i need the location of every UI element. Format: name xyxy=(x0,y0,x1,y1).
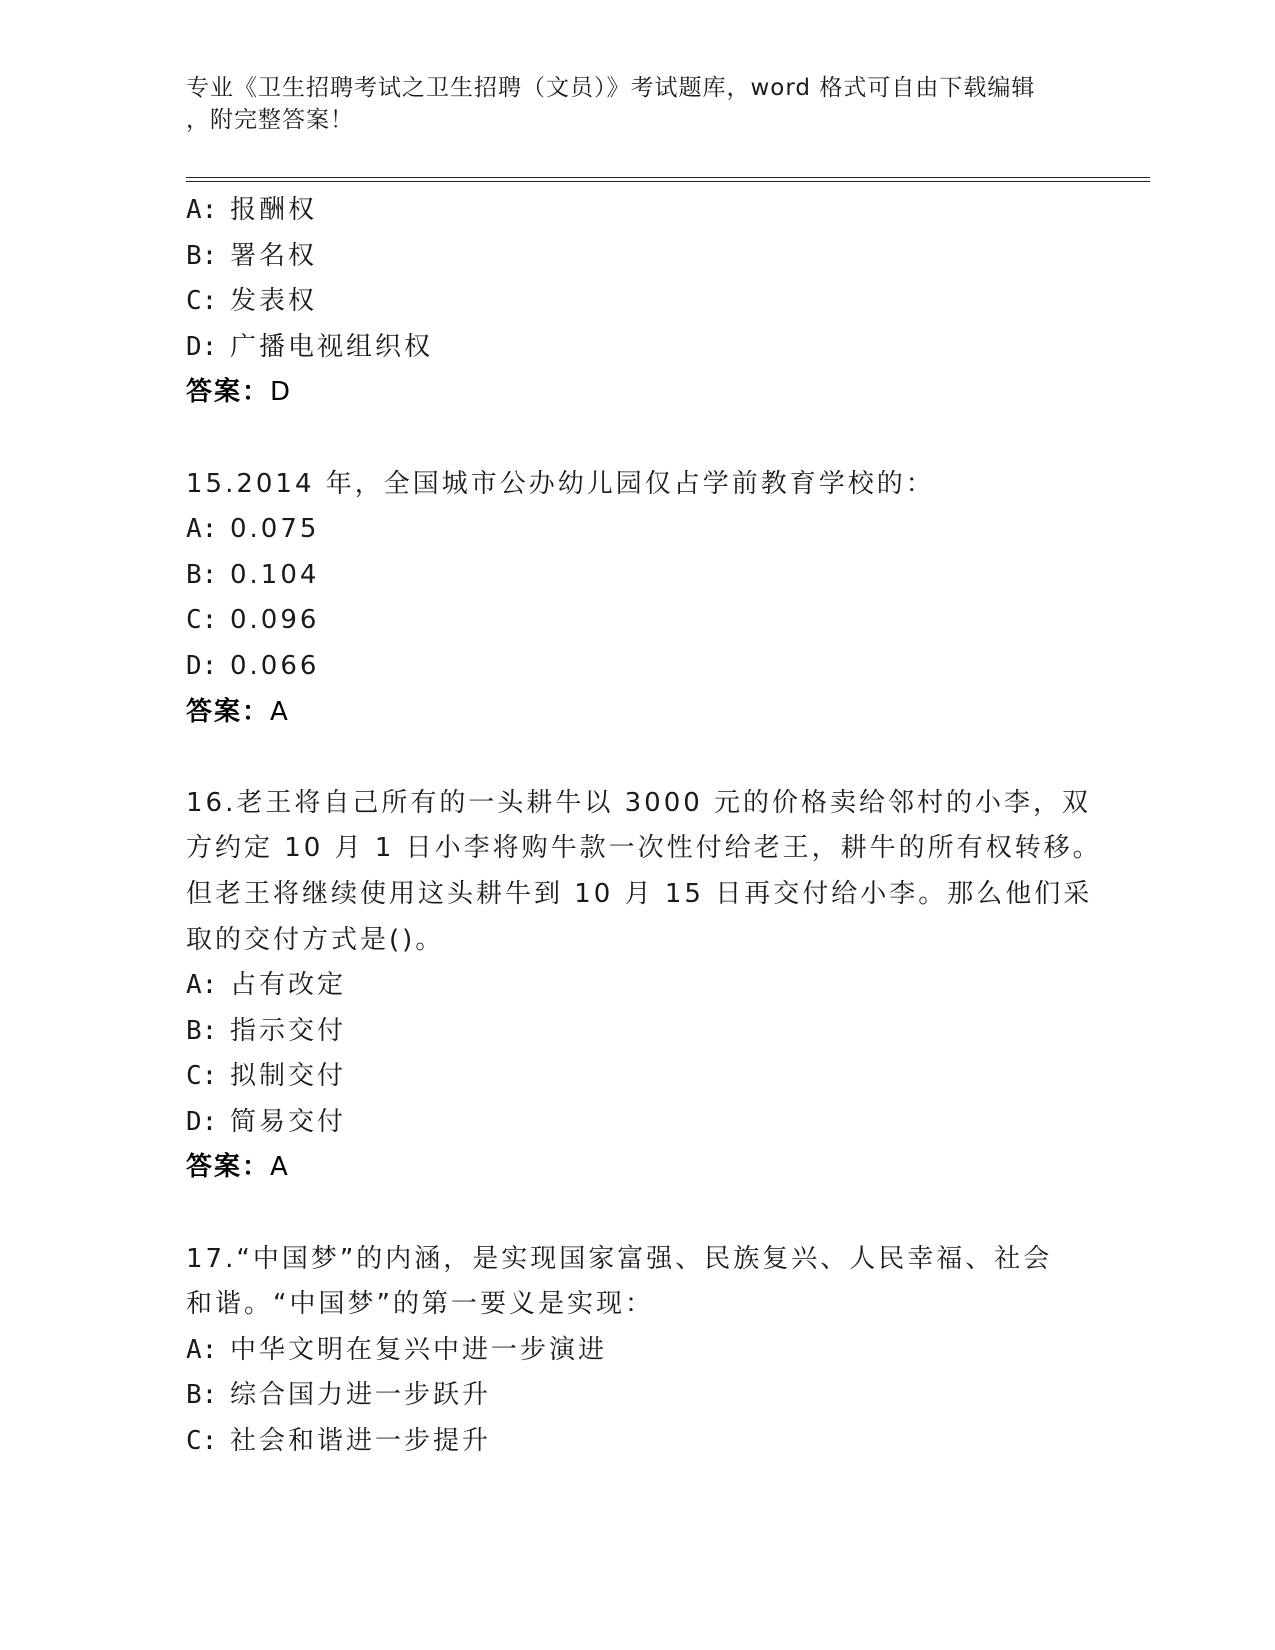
header-divider-bottom xyxy=(186,181,1150,182)
answer-line xyxy=(186,690,1106,736)
option-b xyxy=(186,553,1106,599)
option-b xyxy=(186,1009,1106,1055)
option-a xyxy=(186,1328,1106,1374)
option-text: 0.075 xyxy=(230,514,320,545)
document-header xyxy=(186,72,1086,136)
option-letter: C: xyxy=(186,286,218,317)
option-text: 报酬权 xyxy=(230,195,318,225)
option-letter: C: xyxy=(186,1426,218,1457)
option-a xyxy=(186,188,1106,234)
answer-line xyxy=(186,1145,1106,1191)
answer-value: A xyxy=(270,696,289,727)
option-letter: D: xyxy=(186,1106,218,1137)
question-14 xyxy=(186,188,1106,416)
answer-value: D xyxy=(270,377,292,408)
option-letter: A: xyxy=(186,970,218,1001)
spacer xyxy=(186,735,1106,781)
question-stem: 但老王将继续使用这头耕牛到 10 月 15 日再交付给小李。那么他们采 xyxy=(186,878,1093,909)
option-letter: B: xyxy=(186,559,218,590)
spacer xyxy=(186,416,1106,462)
option-text: 中华文明在复兴中进一步演进 xyxy=(230,1334,608,1365)
option-text: 0.096 xyxy=(230,605,320,636)
answer-label: 答案： xyxy=(186,696,271,727)
option-letter: C: xyxy=(186,1061,218,1092)
answer-label: 答案： xyxy=(186,1152,271,1183)
option-d xyxy=(186,1100,1106,1146)
option-c xyxy=(186,1419,1106,1465)
option-letter: D: xyxy=(186,331,218,362)
option-text: 占有改定 xyxy=(230,970,347,1001)
option-text: 广播电视组织权 xyxy=(230,331,434,362)
answer-line xyxy=(186,370,1106,416)
option-text: 0.104 xyxy=(230,559,320,590)
option-text: 发表权 xyxy=(230,286,318,317)
option-b xyxy=(186,234,1106,280)
question-15 xyxy=(186,462,1106,736)
option-c xyxy=(186,1054,1106,1100)
answer-label: 答案： xyxy=(186,377,271,408)
option-d xyxy=(186,644,1106,690)
option-letter: A: xyxy=(186,514,218,545)
question-stem: 15.2014 年，全国城市公办幼儿园仅占学前教育学校的： xyxy=(186,468,935,499)
option-letter: C: xyxy=(186,605,218,636)
option-d xyxy=(186,325,1106,371)
option-a xyxy=(186,963,1106,1009)
option-c xyxy=(186,279,1106,325)
question-list xyxy=(186,188,1106,1465)
option-text: 署名权 xyxy=(230,240,318,271)
header-line-2: ，附完整答案！ xyxy=(186,107,354,133)
header-line-1: 专业《卫生招聘考试之卫生招聘（文员）》考试题库，word 格式可自由下载编辑 xyxy=(186,75,1036,101)
question-stem: 16.老王将自己所有的一头耕牛以 3000 元的价格卖给邻村的小李，双 xyxy=(186,787,1092,818)
option-a xyxy=(186,507,1106,553)
question-17 xyxy=(186,1237,1106,1465)
option-letter: B: xyxy=(186,1015,218,1046)
option-letter: B: xyxy=(186,240,218,271)
option-letter: A: xyxy=(186,1334,218,1365)
answer-value: A xyxy=(270,1152,289,1183)
option-text: 拟制交付 xyxy=(230,1061,347,1092)
option-text: 简易交付 xyxy=(230,1106,347,1137)
option-c xyxy=(186,598,1106,644)
option-letter: B: xyxy=(186,1380,218,1411)
option-letter: D: xyxy=(186,650,218,681)
option-text: 综合国力进一步跃升 xyxy=(230,1380,492,1411)
option-text: 指示交付 xyxy=(230,1015,347,1046)
option-letter: A: xyxy=(186,195,218,225)
option-b xyxy=(186,1373,1106,1419)
option-text: 社会和谐进一步提升 xyxy=(230,1426,492,1457)
question-16 xyxy=(186,781,1106,1191)
question-stem: 取的交付方式是()。 xyxy=(186,924,445,955)
spacer xyxy=(186,1191,1106,1237)
question-stem: 和谐。“中国梦”的第一要义是实现： xyxy=(186,1289,654,1320)
question-stem: 17.“中国梦”的内涵，是实现国家富强、民族复兴、人民幸福、社会 xyxy=(186,1243,1053,1274)
option-text: 0.066 xyxy=(230,650,320,681)
question-stem: 方约定 10 月 1 日小李将购牛款一次性付给老王，耕牛的所有权转移。 xyxy=(186,833,1102,864)
header-divider-top xyxy=(186,177,1150,178)
